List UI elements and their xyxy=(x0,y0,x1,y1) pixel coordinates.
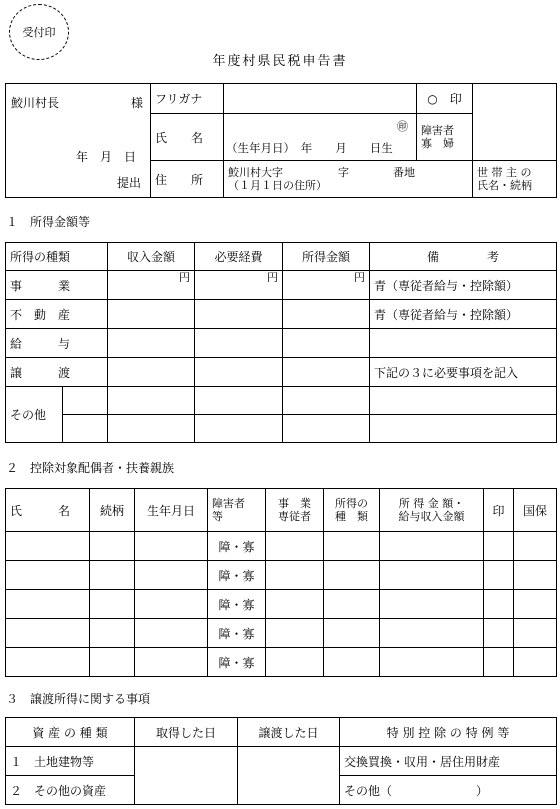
relation-field[interactable] xyxy=(90,561,135,590)
seal-field[interactable] xyxy=(484,561,514,590)
income-type-field[interactable] xyxy=(324,532,380,561)
note-field[interactable] xyxy=(370,415,557,443)
health-insurance-field[interactable] xyxy=(514,648,557,677)
expenses-field[interactable] xyxy=(195,300,283,329)
income-type-field[interactable] xyxy=(324,590,380,619)
reception-stamp-label: 受付印 xyxy=(22,26,56,39)
submission-date[interactable]: 年 月 日 xyxy=(76,150,137,164)
income-type-transfer: 譲 渡 xyxy=(6,358,108,387)
table-row xyxy=(6,300,557,329)
table-row xyxy=(6,590,557,619)
income-type-salary: 給 与 xyxy=(6,329,108,358)
other-type-field[interactable] xyxy=(63,387,108,415)
applicant-info-table xyxy=(5,83,557,198)
transferred-date-field[interactable] xyxy=(238,747,340,805)
income-field[interactable] xyxy=(283,387,370,415)
revenue-field[interactable] xyxy=(108,300,195,329)
disability-cell[interactable]: 障・寡 xyxy=(208,619,266,648)
col-expenses: 必要経費 xyxy=(195,243,283,271)
col-income-amount: 所得金額 xyxy=(283,243,370,271)
transfer-income-table xyxy=(5,717,557,805)
revenue-field[interactable] xyxy=(108,329,195,358)
widow-label: 寡 婦 xyxy=(421,137,454,150)
table-row xyxy=(6,561,557,590)
table-row xyxy=(6,329,557,358)
birth-date-field[interactable] xyxy=(135,619,208,648)
income-type-business: 事 業 xyxy=(6,271,108,300)
revenue-field[interactable] xyxy=(108,415,195,443)
health-insurance-field[interactable] xyxy=(514,561,557,590)
section1-title: １ 所得金額等 xyxy=(6,215,91,229)
col-acquired-date: 取得した日 xyxy=(135,718,238,747)
income-field[interactable] xyxy=(283,358,370,387)
income-type-other: その他 xyxy=(6,387,63,443)
table-row xyxy=(6,358,557,387)
income-type-real-estate: 不 動 産 xyxy=(6,300,108,329)
col-transferred-date: 譲渡した日 xyxy=(238,718,340,747)
address-line-2: （１月１日の住所） xyxy=(228,179,327,192)
seal-mark-icon: ㊞ xyxy=(397,120,408,133)
col-income-type: 所得の 種 類 xyxy=(324,489,380,532)
disability-label: 障害者 xyxy=(421,124,454,137)
expenses-field[interactable] xyxy=(195,329,283,358)
col-revenue: 収入金額 xyxy=(108,243,195,271)
address-line-1: 鮫川村大字 字 番地 xyxy=(228,166,415,179)
expenses-field[interactable] xyxy=(195,415,283,443)
income-field[interactable] xyxy=(283,329,370,358)
household-head-cell xyxy=(473,161,557,198)
asset-other: ２ その他の資産 xyxy=(6,776,135,805)
col-seal: 印 xyxy=(484,489,514,532)
col-health-insurance: 国保 xyxy=(514,489,557,532)
section3-title: ３ 譲渡所得に関する事項 xyxy=(6,692,151,706)
seal-field[interactable] xyxy=(484,532,514,561)
sama-label: 様 xyxy=(131,96,144,110)
table-row xyxy=(6,271,557,300)
table-row xyxy=(6,532,557,561)
relation-field[interactable] xyxy=(90,648,135,677)
disability-widow-cell xyxy=(417,114,473,161)
income-field[interactable] xyxy=(283,271,370,300)
health-insurance-field[interactable] xyxy=(514,532,557,561)
family-employee-field[interactable] xyxy=(266,590,324,619)
income-type-field[interactable] xyxy=(324,619,380,648)
col-relation: 続柄 xyxy=(90,489,135,532)
note-field[interactable] xyxy=(370,387,557,415)
seal-field[interactable] xyxy=(484,619,514,648)
income-field[interactable] xyxy=(283,300,370,329)
family-employee-field[interactable] xyxy=(266,532,324,561)
relation-field[interactable] xyxy=(90,532,135,561)
revenue-field[interactable] xyxy=(108,358,195,387)
seal-field[interactable] xyxy=(484,590,514,619)
health-insurance-field[interactable] xyxy=(514,619,557,648)
relation-field[interactable] xyxy=(90,619,135,648)
section2-title: ２ 控除対象配偶者・扶養親族 xyxy=(6,461,175,475)
family-employee-field[interactable] xyxy=(266,648,324,677)
dependent-name-field[interactable] xyxy=(6,532,90,561)
col-notes: 備 考 xyxy=(370,243,557,271)
col-family-employee: 事 業 専従者 xyxy=(266,489,324,532)
furigana-label: フリガナ xyxy=(151,84,224,114)
family-employee-field[interactable] xyxy=(266,619,324,648)
health-insurance-field[interactable] xyxy=(514,590,557,619)
name-label: 氏 名 xyxy=(151,114,224,161)
income-amount-field[interactable] xyxy=(380,532,484,561)
addressee: 鮫川村長 xyxy=(11,96,60,110)
income-field[interactable] xyxy=(283,415,370,443)
address-label: 住 所 xyxy=(151,161,224,198)
acquired-date-field[interactable] xyxy=(135,747,238,805)
income-type-field[interactable] xyxy=(324,561,380,590)
dependent-name-field[interactable] xyxy=(6,648,90,677)
address-field[interactable] xyxy=(224,161,473,198)
household-relation-label: 氏名・続柄 xyxy=(477,179,532,192)
seal-field[interactable] xyxy=(484,648,514,677)
birth-date-field[interactable] xyxy=(135,648,208,677)
form-title: 年度村県民税申告書 xyxy=(212,54,348,69)
relation-field[interactable] xyxy=(90,590,135,619)
other-type-field[interactable] xyxy=(63,415,108,443)
table-row xyxy=(6,619,557,648)
blank-corner-cell xyxy=(473,84,557,161)
col-birth-date: 生年月日 xyxy=(135,489,208,532)
birth-date-field[interactable] xyxy=(135,532,208,561)
col-disability: 障害者 等 xyxy=(208,489,266,532)
note-real-estate: 青（専従者給与・控除額） xyxy=(370,300,557,329)
note-transfer: 下記の３に必要事項を記入 xyxy=(370,358,557,387)
yen-unit: 円 xyxy=(354,271,366,284)
note-business: 青（専従者給与・控除額） xyxy=(370,271,557,300)
birth-date-field[interactable] xyxy=(135,561,208,590)
col-special-deduction: 特 別 控 除 の 特 例 等 xyxy=(340,718,557,747)
yen-unit: 円 xyxy=(179,271,191,284)
table-row xyxy=(6,415,557,443)
dependent-name-field[interactable] xyxy=(6,619,90,648)
name-field[interactable] xyxy=(224,114,417,161)
disability-cell[interactable]: 障・寡 xyxy=(208,532,266,561)
dependent-name-field[interactable] xyxy=(6,561,90,590)
income-amount-field[interactable] xyxy=(380,590,484,619)
submitted-label: 提出 xyxy=(117,176,142,190)
addressee-cell xyxy=(6,84,151,198)
income-amount-field[interactable] xyxy=(380,648,484,677)
dependents-rows xyxy=(6,532,557,677)
asset-land-buildings: １ 土地建物等 xyxy=(6,747,135,776)
special-deduction-other: その他（ ） xyxy=(340,776,557,805)
col-income-type: 所得の種類 xyxy=(6,243,108,271)
disability-cell[interactable]: 障・寡 xyxy=(208,648,266,677)
income-amount-field[interactable] xyxy=(380,619,484,648)
disability-cell[interactable]: 障・寡 xyxy=(208,561,266,590)
col-name: 氏 名 xyxy=(6,489,90,532)
revenue-field[interactable] xyxy=(108,271,195,300)
birth-date-line: （生年月日） 年 月 日生 xyxy=(226,141,393,155)
expenses-field[interactable] xyxy=(195,271,283,300)
income-table xyxy=(5,242,557,443)
special-deduction-options: 交換買換・収用・居住用財産 xyxy=(340,747,557,776)
note-salary xyxy=(370,329,557,358)
yen-unit: 円 xyxy=(267,271,279,284)
disability-cell[interactable]: 障・寡 xyxy=(208,590,266,619)
col-income-amount: 所 得 金 額・ 給与収入金額 xyxy=(380,489,484,532)
dependents-table xyxy=(5,488,557,677)
income-type-field[interactable] xyxy=(324,648,380,677)
table-row xyxy=(6,648,557,677)
expenses-field[interactable] xyxy=(195,358,283,387)
col-asset-type: 資 産 の 種 類 xyxy=(6,718,135,747)
income-amount-field[interactable] xyxy=(380,561,484,590)
family-employee-field[interactable] xyxy=(266,561,324,590)
table-row xyxy=(6,747,557,776)
marker-label: ○ 印 xyxy=(417,84,473,114)
household-head-label: 世 帯 主 の xyxy=(477,166,532,179)
birth-date-field[interactable] xyxy=(135,590,208,619)
dependent-name-field[interactable] xyxy=(6,590,90,619)
furigana-field[interactable] xyxy=(224,84,417,114)
expenses-field[interactable] xyxy=(195,387,283,415)
table-row xyxy=(6,387,557,415)
revenue-field[interactable] xyxy=(108,387,195,415)
